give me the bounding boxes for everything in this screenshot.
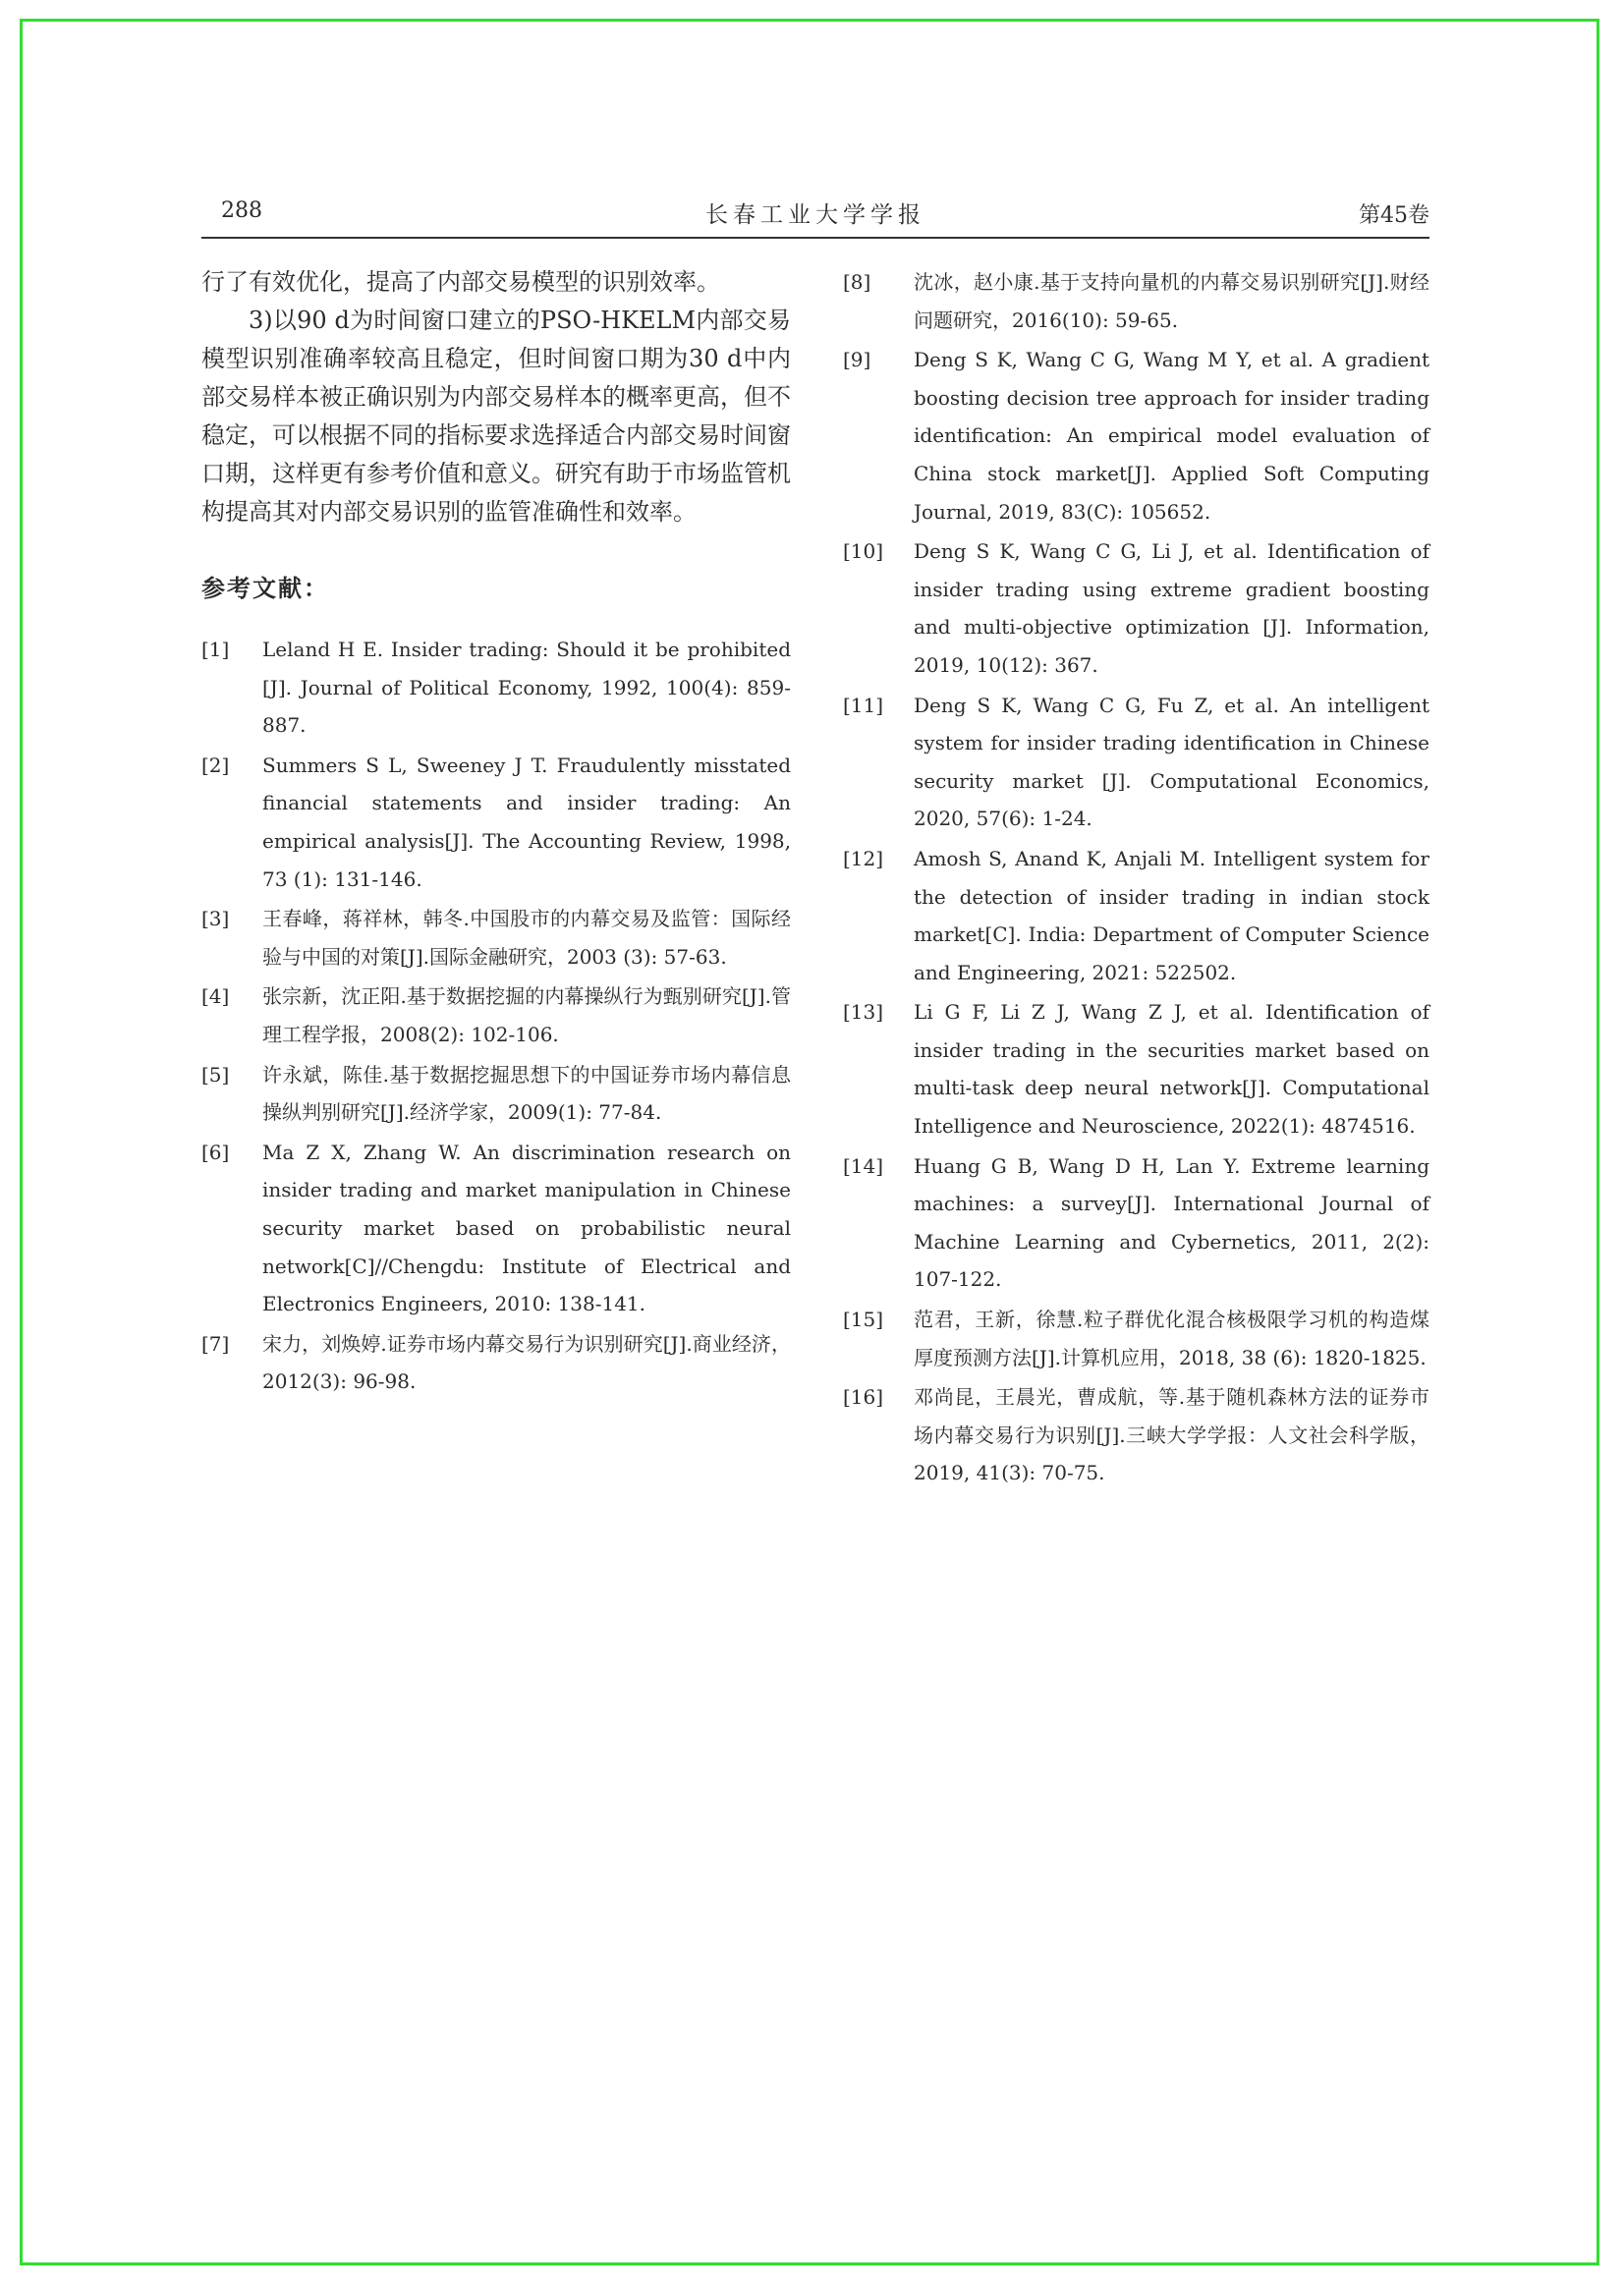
reference-number: [3] — [201, 907, 230, 931]
reference-text: 许永斌，陈佳.基于数据挖掘思想下的中国证券市场内幕信息操纵判别研究[J].经济学家，2009(1): 77-84. — [262, 1062, 791, 1125]
reference-item — [201, 1056, 791, 1132]
reference-item — [843, 341, 1429, 530]
reference-item — [843, 840, 1429, 991]
reference-item — [843, 532, 1429, 684]
reference-text: 沈冰，赵小康.基于支持向量机的内幕交易识别研究[J].财经问题研究，2016(10): 59-65. — [914, 270, 1429, 332]
reference-list-right — [843, 263, 1429, 1492]
reference-item — [201, 900, 791, 976]
reference-item — [201, 1325, 791, 1401]
reference-number: [14] — [843, 1153, 884, 1178]
reference-text: Amosh S, Anand K, Anjali M. Intelligent system for the detection of insider trading in indian stock market[C]. India: Department of Computer Science and Engineering, 2021: 522502. — [914, 846, 1429, 984]
volume-label: 第45卷 — [1359, 203, 1429, 228]
reference-number: [6] — [201, 1140, 230, 1164]
paragraph-1: 行了有效优化，提高了内部交易模型的识别效率。 — [201, 268, 720, 296]
reference-number: [10] — [843, 539, 884, 564]
reference-number: [7] — [201, 1331, 230, 1356]
reference-text: 张宗新，沈正阳.基于数据挖掘的内幕操纵行为甄别研究[J].管理工程学报，2008(2): 102-106. — [262, 984, 791, 1046]
reference-text: Li G F, Li Z J, Wang Z J, et al. Identification of insider trading in the securities market based on multi-task deep neural network[J]. Computational Intelligence and Neuroscience, 2022(1): 4874516. — [914, 1000, 1429, 1139]
reference-number: [16] — [843, 1385, 884, 1410]
reference-item — [843, 1378, 1429, 1492]
reference-item — [843, 1147, 1429, 1299]
reference-number: [11] — [843, 693, 884, 717]
reference-text: 王春峰，蒋祥林，韩冬.中国股市的内幕交易及监管：国际经验与中国的对策[J].国际金融研究，2003 (3): 57-63. — [262, 907, 791, 969]
journal-title: 长春工业大学学报 — [705, 202, 925, 228]
page-number: 288 — [221, 198, 262, 223]
reference-text: 宋力，刘焕婷.证券市场内幕交易行为识别研究[J].商业经济，2012(3): 96-98. — [262, 1331, 791, 1394]
reference-number: [15] — [843, 1308, 884, 1332]
reference-number: [2] — [201, 753, 230, 777]
reference-item — [201, 977, 791, 1053]
header-rule — [201, 237, 1429, 239]
reference-list-left — [201, 631, 791, 1401]
reference-number: [12] — [843, 846, 884, 870]
reference-number: [4] — [201, 984, 230, 1009]
reference-item — [843, 687, 1429, 838]
reference-number: [5] — [201, 1062, 230, 1087]
reference-text: Leland H E. Insider trading: Should it be prohibited [J]. Journal of Political Economy, 1992, 100(4): 859-887. — [262, 638, 791, 738]
reference-text: Summers S L, Sweeney J T. Fraudulently misstated financial statements and insider trading: An empirical analysis[J]. The Accounting Review, 1998, 73 (1): 131-146. — [262, 753, 791, 891]
reference-item — [201, 631, 791, 745]
references-heading: 参考文献： — [201, 575, 329, 602]
reference-text: Ma Z X, Zhang W. An discrimination research on insider trading and market manipulation in Chinese security market based on probabilistic neural network[C]//Chengdu: Institute of Electrical and Electronics Engineers, 2010: 138-141. — [262, 1140, 791, 1316]
left-column — [201, 263, 791, 1403]
reference-text: 邓尚昆，王晨光，曹成航，等.基于随机森林方法的证券市场内幕交易行为识别[J].三峡大学学报：人文社会科学版，2019, 41(3): 70-75. — [914, 1385, 1429, 1485]
reference-number: [1] — [201, 638, 230, 661]
reference-number: [13] — [843, 1000, 884, 1025]
reference-text: Deng S K, Wang C G, Fu Z, et al. An intelligent system for insider trading identification in Chinese security market [J]. Computational Economics, 2020, 57(6): 1-24. — [914, 693, 1429, 831]
reference-item — [201, 1134, 791, 1323]
reference-number: [9] — [843, 348, 871, 372]
reference-text: Deng S K, Wang C G, Li J, et al. Identification of insider trading using extreme gradient boosting and multi-objective optimization [J]. Information, 2019, 10(12): 367. — [914, 539, 1429, 677]
running-header — [201, 195, 1429, 238]
paragraph-2: 3)以90 d为时间窗口建立的PSO-HKELM内部交易模型识别准确率较高且稳定，但时间窗口期为30 d中内部交易样本被正确识别为内部交易样本的概率更高，但不稳定，可以根据不同的指标要求选择适合内部交易时间窗口期，这样更有参考价值和意义。研究有助于市场监管机构提高其对内部交易识别的监管准确性和效率。 — [201, 307, 791, 526]
reference-text: Huang G B, Wang D H, Lan Y. Extreme learning machines: a survey[J]. International Journal of Machine Learning and Cybernetics, 2011, 2(2): 107-122. — [914, 1153, 1429, 1292]
reference-number: [8] — [843, 270, 871, 294]
reference-item — [201, 747, 791, 898]
right-column — [843, 263, 1429, 1494]
reference-item — [843, 993, 1429, 1144]
reference-item — [843, 263, 1429, 339]
reference-item — [843, 1301, 1429, 1376]
body-text — [201, 263, 791, 531]
reference-text: Deng S K, Wang C G, Wang M Y, et al. A gradient boosting decision tree approach for insider trading identification: An empirical model evaluation of China stock market[J]. Applied Soft Computing Journal, 2019, 83(C): 105652. — [914, 348, 1429, 524]
reference-text: 范君，王新，徐慧.粒子群优化混合核极限学习机的构造煤厚度预测方法[J].计算机应用，2018, 38 (6): 1820-1825. — [914, 1308, 1429, 1369]
